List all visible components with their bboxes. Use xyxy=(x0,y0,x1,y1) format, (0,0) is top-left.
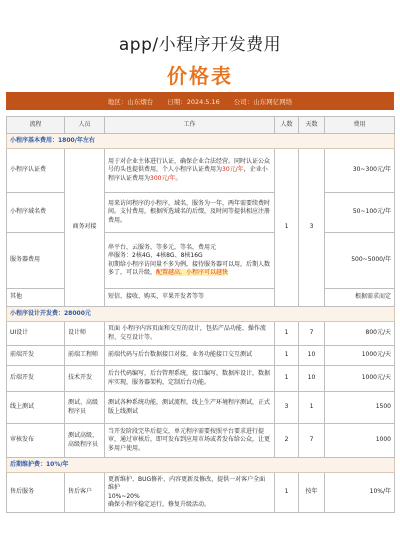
table-row xyxy=(7,473,395,513)
section-row-dev xyxy=(7,307,395,322)
cell-count: 1 xyxy=(275,366,299,392)
table-row xyxy=(7,149,395,193)
section-row-basic xyxy=(7,134,395,149)
cell-process: 售后服务 xyxy=(7,473,65,513)
cell-fee: 30~300元/年 xyxy=(325,149,395,193)
cell-staff: 设计师 xyxy=(65,322,105,346)
cell-fee: 800元/天 xyxy=(325,322,395,346)
cell-work: 用于对企业主体进行认证，确保企业合法经营。同时认证公众号的头也提供费用，个人小程序认证费用为30元/年，企业小程序认证费用为300元/年。 xyxy=(105,149,275,193)
cell-days: 按年 xyxy=(299,473,325,513)
cell-fee: 1000元/天 xyxy=(325,366,395,392)
cell-fee: 1000元/天 xyxy=(325,346,395,366)
cell-fee: 10%/年 xyxy=(325,473,395,513)
table-row xyxy=(7,322,395,346)
col-header-staff: 人员 xyxy=(65,117,105,134)
cell-work: 后台代码编写，后台管理系统，接口编写，数据库设计，数据库实现，服务器架构，定制后台功能。 xyxy=(105,366,275,392)
cell-staff: 售后客户 xyxy=(65,473,105,513)
col-header-days: 天数 xyxy=(299,117,325,134)
cell-process: 前端开发 xyxy=(7,346,65,366)
cell-work: 前端代码与后台数据接口对接，业务功能接口交互测试 xyxy=(105,346,275,366)
cell-work: 串平台，云服务，等多元，等名，费用元 串服务：2核4G、4核8G、8核16G 初期给小程序访问量不多为例，接待服务器可以用，后期人数多了，可以升级，配置越高，小程序可以越快 xyxy=(105,233,275,289)
cell-work: 页面 小程序内容页面和交互的设计，包括产品功能、操作流程、交互设计等。 xyxy=(105,322,275,346)
cell-process: 其他 xyxy=(7,289,65,307)
section-title-maint: 后期维护费：10%/年 xyxy=(7,458,395,473)
cell-days: 3 xyxy=(299,149,325,307)
cell-fee: 1500 xyxy=(325,392,395,424)
cell-process: 线上测试 xyxy=(7,392,65,424)
cell-fee: 根据需求而定 xyxy=(325,289,395,307)
cell-days: 10 xyxy=(299,346,325,366)
table-row xyxy=(7,346,395,366)
cell-count: 1 xyxy=(275,322,299,346)
cell-fee: 1000 xyxy=(325,424,395,458)
cell-count: 3 xyxy=(275,392,299,424)
cell-staff: 前端工程师 xyxy=(65,346,105,366)
banner-location: 地区：山东烟台 xyxy=(107,97,154,106)
table-row xyxy=(7,392,395,424)
cell-count: 1 xyxy=(275,149,299,307)
banner-company: 公司：山东网亿网络 xyxy=(233,97,293,106)
table-row xyxy=(7,366,395,392)
cell-count: 2 xyxy=(275,424,299,458)
cell-staff: 测试高级、高级程序员 xyxy=(65,424,105,458)
cell-process: UI设计 xyxy=(7,322,65,346)
cell-staff: 技术开发 xyxy=(65,366,105,392)
page-subtitle: 价格表 xyxy=(167,64,233,88)
table-row xyxy=(7,424,395,458)
col-header-count: 人数 xyxy=(275,117,299,134)
page-title: app/小程序开发费用 xyxy=(118,35,282,55)
cell-days: 7 xyxy=(299,424,325,458)
cell-process: 审核发布 xyxy=(7,424,65,458)
cell-process: 小程序认证费 xyxy=(7,149,65,193)
cell-fee: 500~5000/年 xyxy=(325,233,395,289)
section-title-dev: 小程序设计开发费：28000元 xyxy=(7,307,395,322)
cell-process: 服务器费用 xyxy=(7,233,65,289)
table-header-row xyxy=(7,117,395,134)
banner-date: 日期：2024.5.16 xyxy=(167,97,220,106)
cell-count: 1 xyxy=(275,346,299,366)
cell-staff: 商务对接 xyxy=(65,149,105,307)
col-header-work: 工作 xyxy=(105,117,275,134)
cell-work: 用来访问程序的小程序，域名，服务为一年，两年需要续费时间。支付费用，根据所选域名的后缀，及时间等提供相应注册费用。 xyxy=(105,193,275,233)
cell-count: 1 xyxy=(275,473,299,513)
cell-days: 7 xyxy=(299,322,325,346)
cell-work: 更新维护、BUG修补、内容更新及修改，提供一对客户全面维护 10%~20% 确保小程序稳定运行，修复升级活动。 xyxy=(105,473,275,513)
col-header-fee: 费用 xyxy=(325,117,395,134)
cell-work: 短信、接收、购买、苹果开发者等等 xyxy=(105,289,275,307)
cell-work: 当开发阶段完毕后提交，单元程序需要按照平台要求进行提审，通过审核后，即可发布到应用市场或者发布给公众，让更多用户使用。 xyxy=(105,424,275,458)
cell-fee: 50~100元/年 xyxy=(325,193,395,233)
cell-days: 10 xyxy=(299,366,325,392)
price-table xyxy=(6,116,395,513)
cell-days: 1 xyxy=(299,392,325,424)
col-header-process: 流程 xyxy=(7,117,65,134)
cell-process: 小程序域名费 xyxy=(7,193,65,233)
cell-process: 后端开发 xyxy=(7,366,65,392)
cell-work: 测试各种系统功能，测试流程，线上生产环境程序测试，正式版上线测试 xyxy=(105,392,275,424)
cell-staff: 测试、高级程序员 xyxy=(65,392,105,424)
section-row-maint xyxy=(7,458,395,473)
section-title-basic: 小程序基本费用：1800/年左右 xyxy=(7,134,395,149)
info-banner xyxy=(6,92,394,110)
